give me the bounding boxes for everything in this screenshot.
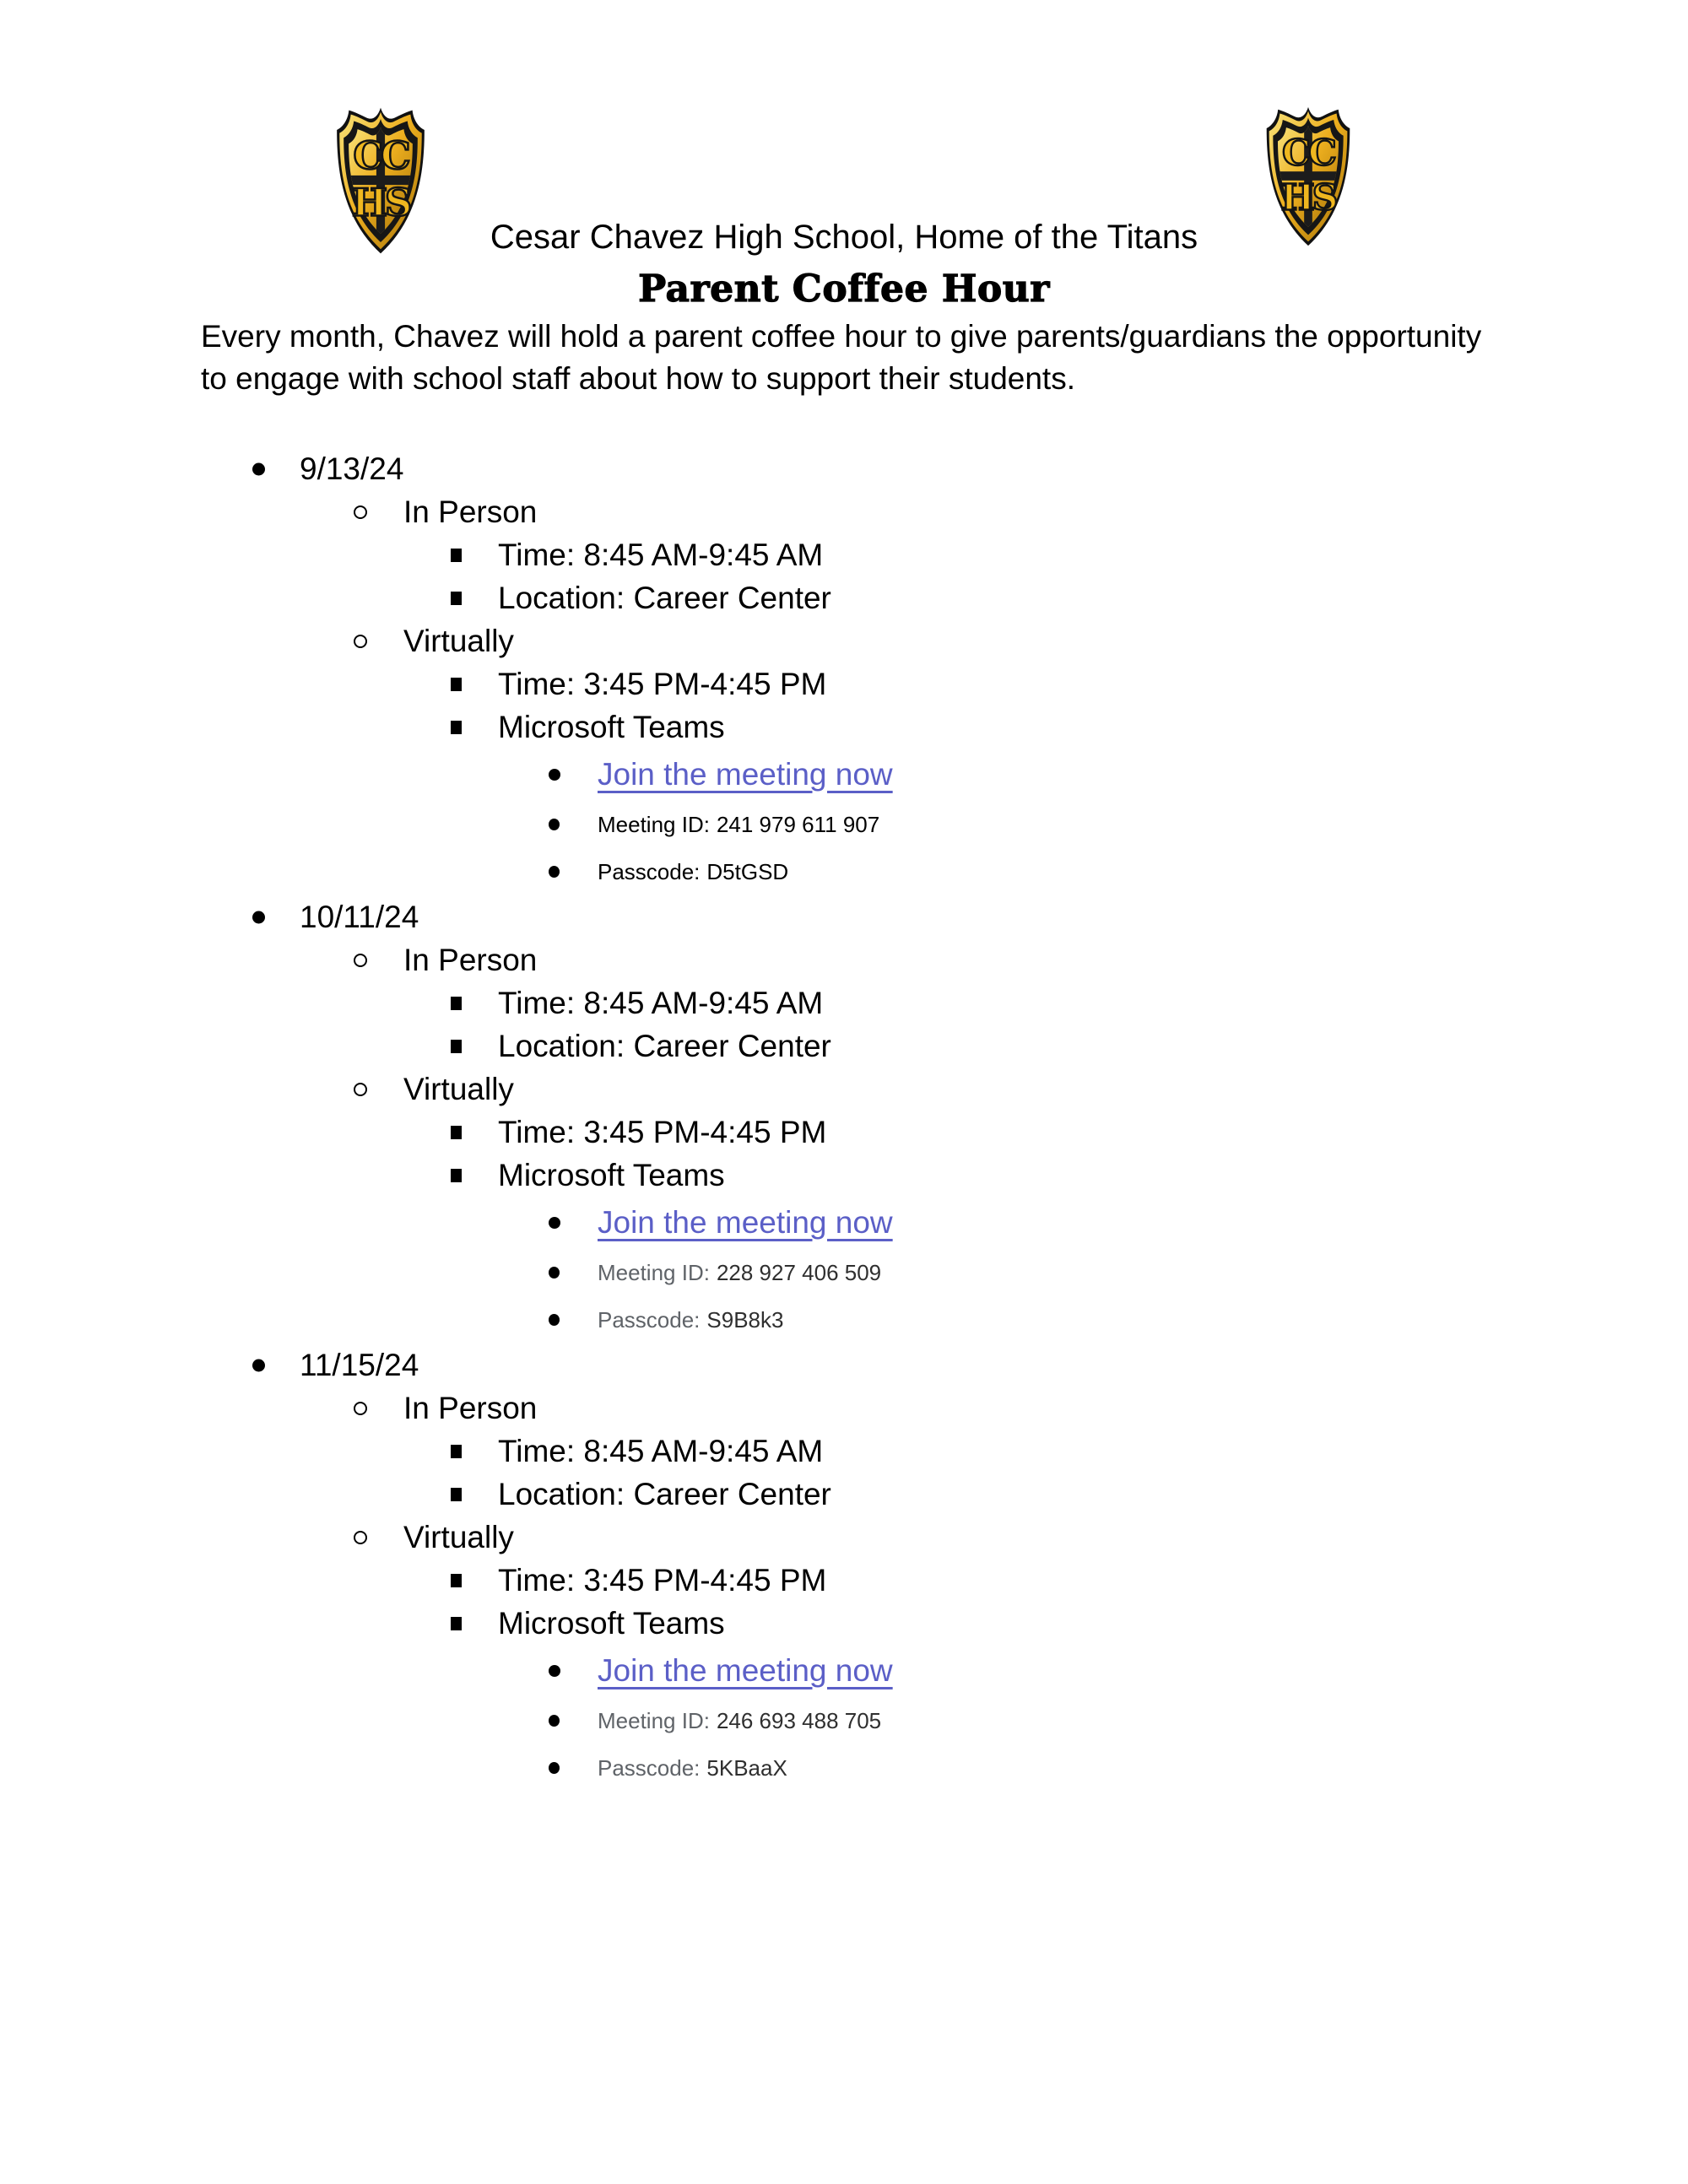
time-row: [0, 1430, 1688, 1473]
time-item: Time: 8:45 AM-9:45 AM: [498, 537, 824, 572]
location-item: Location: Career Center: [498, 1028, 831, 1063]
event-date-row: [0, 447, 1688, 490]
schedule-section: [0, 447, 1688, 895]
join-meeting-link[interactable]: Join the meeting now: [598, 757, 893, 792]
platform-label: Microsoft Teams: [498, 1605, 725, 1641]
page-title: Cesar Chavez High School, Home of the Titans: [490, 219, 1198, 256]
meeting-id-row: [0, 801, 1688, 848]
bullet-filled-icon: [549, 1217, 560, 1229]
bullet-square-icon: [451, 678, 462, 691]
location-row: [0, 576, 1688, 619]
location-item: Location: Career Center: [498, 1476, 831, 1511]
join-link-row: [0, 749, 1688, 801]
event-date-row: [0, 895, 1688, 938]
passcode-label: Passcode:: [598, 1306, 701, 1333]
passcode-label: Passcode:: [598, 858, 701, 884]
in-person-label: In Person: [403, 942, 538, 977]
virtually-label: Virtually: [403, 623, 514, 658]
time-row: [0, 1559, 1688, 1602]
coffee-hour-schedule: [0, 447, 1688, 1792]
bullet-hollow-icon: [354, 954, 367, 967]
join-meeting-link[interactable]: Join the meeting now: [598, 1653, 893, 1688]
virtually-label: Virtually: [403, 1071, 514, 1106]
bullet-hollow-icon: [354, 1402, 367, 1415]
bullet-hollow-icon: [354, 1083, 367, 1096]
event-date: 10/11/24: [300, 899, 419, 934]
join-meeting-link[interactable]: Join the meeting now: [598, 1205, 893, 1240]
meeting-id-row: [0, 1249, 1688, 1296]
virtually-row: [0, 619, 1688, 662]
bullet-square-icon: [451, 997, 462, 1010]
passcode-value: D5tGSD: [706, 858, 789, 884]
bullet-hollow-icon: [354, 635, 367, 648]
event-date: 11/15/24: [300, 1347, 419, 1382]
meeting-id-label: Meeting ID:: [598, 811, 710, 837]
bullet-square-icon: [451, 1488, 462, 1501]
in-person-label: In Person: [403, 494, 538, 529]
bullet-filled-icon: [549, 1762, 560, 1774]
location-item: Location: Career Center: [498, 580, 831, 615]
time-item: Time: 8:45 AM-9:45 AM: [498, 1433, 824, 1468]
passcode-value: S9B8k3: [706, 1306, 784, 1333]
bullet-filled-icon: [252, 1359, 265, 1371]
bullet-filled-icon: [549, 1267, 560, 1279]
event-date: 9/13/24: [300, 451, 404, 486]
passcode-row: [0, 1744, 1688, 1792]
time-row: [0, 981, 1688, 1024]
bullet-filled-icon: [549, 866, 560, 878]
bullet-square-icon: [451, 592, 462, 605]
bullet-square-icon: [451, 1126, 462, 1139]
bullet-square-icon: [451, 1617, 462, 1630]
bullet-filled-icon: [549, 1665, 560, 1677]
platform-row: [0, 705, 1688, 749]
in-person-row: [0, 1387, 1688, 1430]
crest-letters-top: CC: [1282, 132, 1334, 175]
passcode-label: Passcode:: [598, 1754, 701, 1781]
time-item: Time: 3:45 PM-4:45 PM: [498, 666, 827, 701]
crest-letters-bottom: HS: [1280, 176, 1336, 219]
meeting-id-value: 228 927 406 509: [716, 1259, 882, 1285]
passcode-value: 5KBaaX: [706, 1754, 787, 1781]
passcode-row: [0, 848, 1688, 895]
join-link-row: [0, 1197, 1688, 1249]
time-item: Time: 8:45 AM-9:45 AM: [498, 985, 824, 1020]
time-row: [0, 533, 1688, 576]
time-item: Time: 3:45 PM-4:45 PM: [498, 1562, 827, 1597]
bullet-filled-icon: [252, 462, 265, 475]
schedule-section: [0, 895, 1688, 1343]
meeting-id-value: 246 693 488 705: [716, 1707, 882, 1733]
platform-label: Microsoft Teams: [498, 709, 725, 744]
virtually-label: Virtually: [403, 1519, 514, 1554]
event-date-row: [0, 1343, 1688, 1387]
virtually-row: [0, 1516, 1688, 1559]
schedule-section: [0, 1343, 1688, 1792]
bullet-square-icon: [451, 1169, 462, 1182]
meeting-id-label: Meeting ID:: [598, 1259, 710, 1285]
bullet-filled-icon: [549, 769, 560, 781]
in-person-row: [0, 490, 1688, 533]
bullet-filled-icon: [252, 911, 265, 923]
platform-row: [0, 1154, 1688, 1197]
passcode-row: [0, 1296, 1688, 1343]
bullet-square-icon: [451, 1040, 462, 1053]
bullet-square-icon: [451, 721, 462, 734]
bullet-filled-icon: [549, 819, 560, 830]
meeting-id-label: Meeting ID:: [598, 1707, 710, 1733]
meeting-id-row: [0, 1697, 1688, 1744]
crest-letters-bottom: HS: [351, 180, 410, 225]
bullet-hollow-icon: [354, 1531, 367, 1544]
document-heading: Parent Coffee Hour: [638, 268, 1050, 311]
bullet-filled-icon: [549, 1314, 560, 1326]
meeting-id-value: 241 979 611 907: [716, 811, 880, 837]
bullet-square-icon: [451, 1445, 462, 1458]
in-person-label: In Person: [403, 1390, 538, 1425]
in-person-row: [0, 938, 1688, 981]
time-row: [0, 1111, 1688, 1154]
bullet-square-icon: [451, 549, 462, 562]
intro-paragraph: Every month, Chavez will hold a parent coffee hour to give parents/guardians the opportunity to engage with school staff about how to support their students.: [201, 319, 1482, 396]
time-item: Time: 3:45 PM-4:45 PM: [498, 1114, 827, 1149]
bullet-hollow-icon: [354, 505, 367, 519]
bullet-filled-icon: [549, 1715, 560, 1727]
platform-row: [0, 1602, 1688, 1645]
time-row: [0, 662, 1688, 705]
join-link-row: [0, 1645, 1688, 1697]
location-row: [0, 1473, 1688, 1516]
crest-letters-top: CC: [353, 132, 408, 178]
bullet-square-icon: [451, 1574, 462, 1587]
virtually-row: [0, 1068, 1688, 1111]
platform-label: Microsoft Teams: [498, 1157, 725, 1192]
location-row: [0, 1024, 1688, 1068]
